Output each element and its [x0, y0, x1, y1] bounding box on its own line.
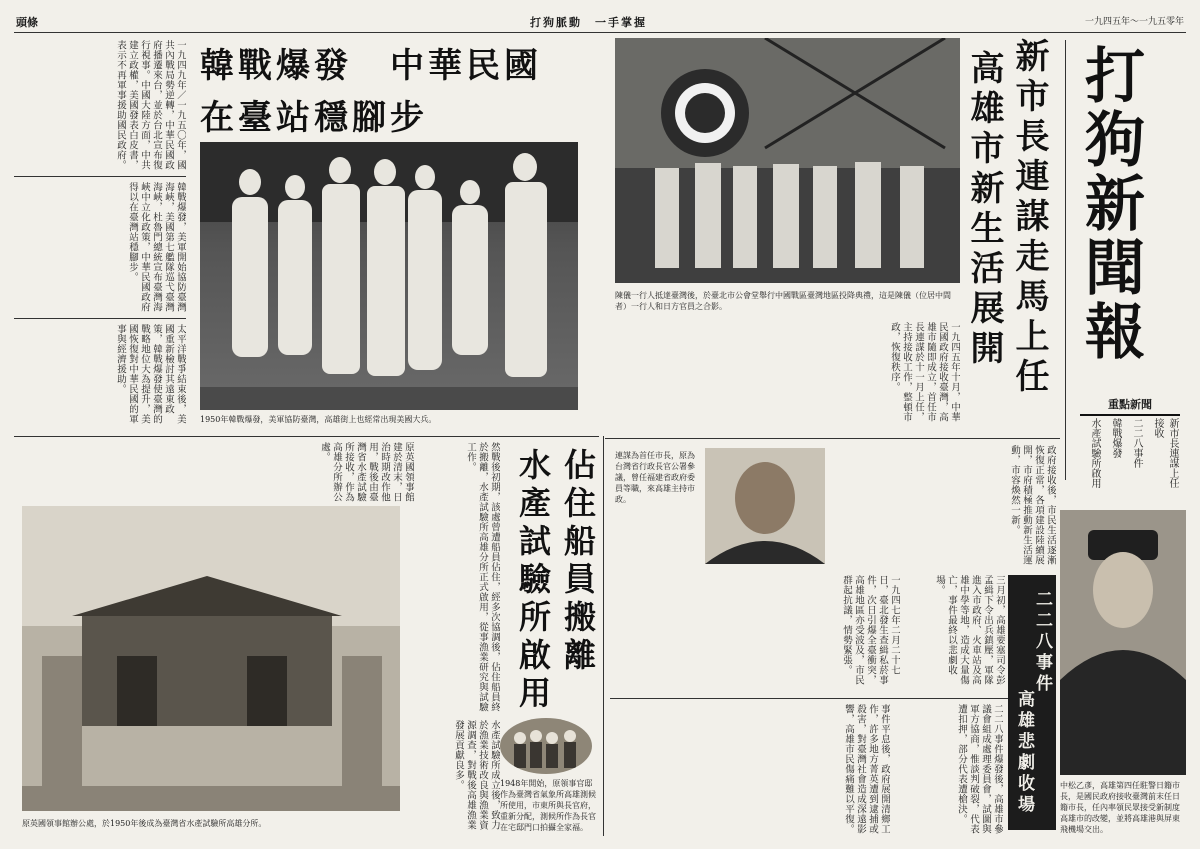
family-figures	[500, 718, 592, 774]
divider	[14, 436, 599, 437]
consulate-photo-caption: 原英國領事館辦公處，於1950年後成為臺灣省水產試驗所高雄分所。	[22, 819, 267, 828]
header-rule	[14, 32, 1186, 33]
divider	[603, 436, 604, 836]
incident-headline-1: 二二八事件	[1032, 590, 1052, 695]
key-news-item[interactable]: 水產試驗所啟用	[1089, 418, 1100, 488]
family-photo-caption: 1948年開始，原領事官邸作為臺灣省氣象所高雄測候所使用，市東所與長官府，重新分配，測候所作為長官在宅邸門口拍攝全家福。	[500, 779, 596, 832]
fisheries-text-c: 水產試驗所成立後，致力於漁業技術改良與漁業資源調查，對戰後高雄漁業發展貢獻良多。	[453, 720, 500, 830]
incident-text-d: 二二八事件爆發後，高雄市參議會組成處理委員會，試圖與軍方協商，惟談判破裂，代表遭扣押，部分代表遭槍決。	[956, 704, 1003, 834]
building-scene	[22, 506, 400, 811]
officer-portrait	[1060, 510, 1186, 775]
incident-headline-2: 高雄悲劇收場	[1014, 690, 1034, 816]
section-label: 頭條	[16, 16, 38, 29]
masthead-border	[1065, 40, 1066, 480]
fisheries-text-b: 然戰後初期，該處曾遭船員佔住，經多次協調後，佔住船員終於搬離，水產試驗所高雄分所正式啟用，從事漁業研究與試驗工作。	[465, 442, 500, 712]
family-photo	[500, 718, 592, 774]
mayor-subheadline: 高雄市新生活展開	[964, 50, 1004, 370]
korea-text-b: 韓戰爆發，美軍開始協防臺灣海峽，美國第七艦隊巡弋臺灣海峽，杜魯門總統宣布臺灣海峽中立化政策，中華民國政府得以在臺灣站穩腳步。	[127, 182, 186, 312]
mayor-portrait-caption: 連謀為首任市長，原為台灣省行政長官公署參議，曾任福建省政府委員等職，來高雄主持市政。	[615, 451, 695, 504]
ceremony-scene	[615, 38, 960, 283]
officer-portrait-caption: 中松乙彥，高雄第四任駐警日籍市長，是國民政府接收臺灣前末任日籍市長，任內率領民眾接受新制度高雄市的改變，並將高雄港與屏東飛機場交出。	[1060, 781, 1180, 834]
korea-text-c: 太平洋戰爭結束後，美國重新檢討其遠東政策，韓戰爆發使臺灣的戰略地位大為提升，美國恢復對中華民國的軍事與經濟援助。	[115, 324, 186, 424]
mayor-headline: 新市長連謀走馬上任	[1009, 38, 1049, 398]
key-news-list	[1080, 418, 1180, 488]
divider	[610, 698, 1010, 699]
surrender-ceremony-photo	[615, 38, 960, 283]
incident-text-b: 三月初，高雄要塞司令彭孟緝下令出兵鎮壓，軍隊進入市政府、火車站及高雄中學等地，造成大量傷亡，事件最終以悲劇收場。	[934, 575, 1005, 685]
mayor-portrait	[705, 448, 825, 564]
mayor-text-a: 一九四五年十月，中華民國政府接收臺灣，高雄市隨即成立，首任市長連謀於十一月上任，主持接收工作，整頓市政，恢復秩序。	[889, 322, 960, 422]
tagline: 打狗脈動 一手掌握	[530, 16, 647, 29]
divider	[605, 438, 1060, 439]
divider	[14, 318, 186, 319]
divider	[14, 176, 186, 177]
sailors-girls-figures	[200, 142, 578, 410]
incident-text-a: 一九四七年二月二十七日，臺北發生查緝私菸事件，次日引爆全臺衝突，高雄地區亦受波及，市民群起抗議，情勢緊張。	[841, 575, 900, 685]
period-label: 一九四五年～一九五零年	[1084, 17, 1184, 27]
korea-war-photo	[200, 142, 578, 410]
officer-figure	[1060, 510, 1186, 775]
fisheries-headline-2: 水產試驗所啟用	[514, 448, 552, 714]
fisheries-text-a: 原英國領事館建於清末，日治時期改作他用，戰後由臺灣省水產試驗所接收，作為高雄分所辦公處。	[319, 442, 414, 502]
national-emblem-icon	[661, 69, 749, 157]
korea-headline-2: 在臺站穩腳步	[200, 98, 428, 138]
korea-headline-1: 韓戰爆發 中華民國	[200, 46, 542, 86]
incident-text-c: 事件平息後，政府展開清鄉工作，許多地方菁英遭到逮捕或殺害，對臺灣社會造成深遠影響，高雄市民傷痛難以平復。	[843, 704, 890, 834]
key-news-item[interactable]: 新市長連謀上任接收	[1152, 418, 1178, 488]
key-news-item[interactable]: 韓戰爆發	[1110, 418, 1121, 458]
key-news-label: 重點新聞	[1080, 396, 1180, 416]
mayor-text-b: 政府接收後，市民生活逐漸恢復正常，各項建設陸續展開，市府積極推動新生活運動，市容煥然一新。	[1009, 445, 1056, 565]
masthead-title: 打狗新聞報	[1075, 44, 1145, 364]
korea-text-a: 一九四九年／一九五〇年，國共內戰局勢逆轉，中華民國政府播遷來台，並於台北宣布復行視事。中國大陸方面，中共建立政權，美國發表白皮書，表示不再軍事援助國民政府。	[115, 40, 186, 170]
key-news-item[interactable]: 二二八事件	[1131, 418, 1142, 468]
ceremony-photo-caption: 陳儀一行人抵達臺灣後，於臺北市公會堂舉行中國戰區臺灣地區投降典禮，這是陳儀（位居中間者）一行人和日方官員之合影。	[615, 291, 951, 311]
consulate-building-photo	[22, 506, 400, 811]
korea-photo-caption: 1950年韓戰爆發，美軍協防臺灣，高雄街上也經常出現美國大兵。	[200, 415, 437, 424]
fisheries-headline-1: 佔住船員搬離	[559, 448, 597, 676]
portrait-figure	[705, 448, 825, 564]
